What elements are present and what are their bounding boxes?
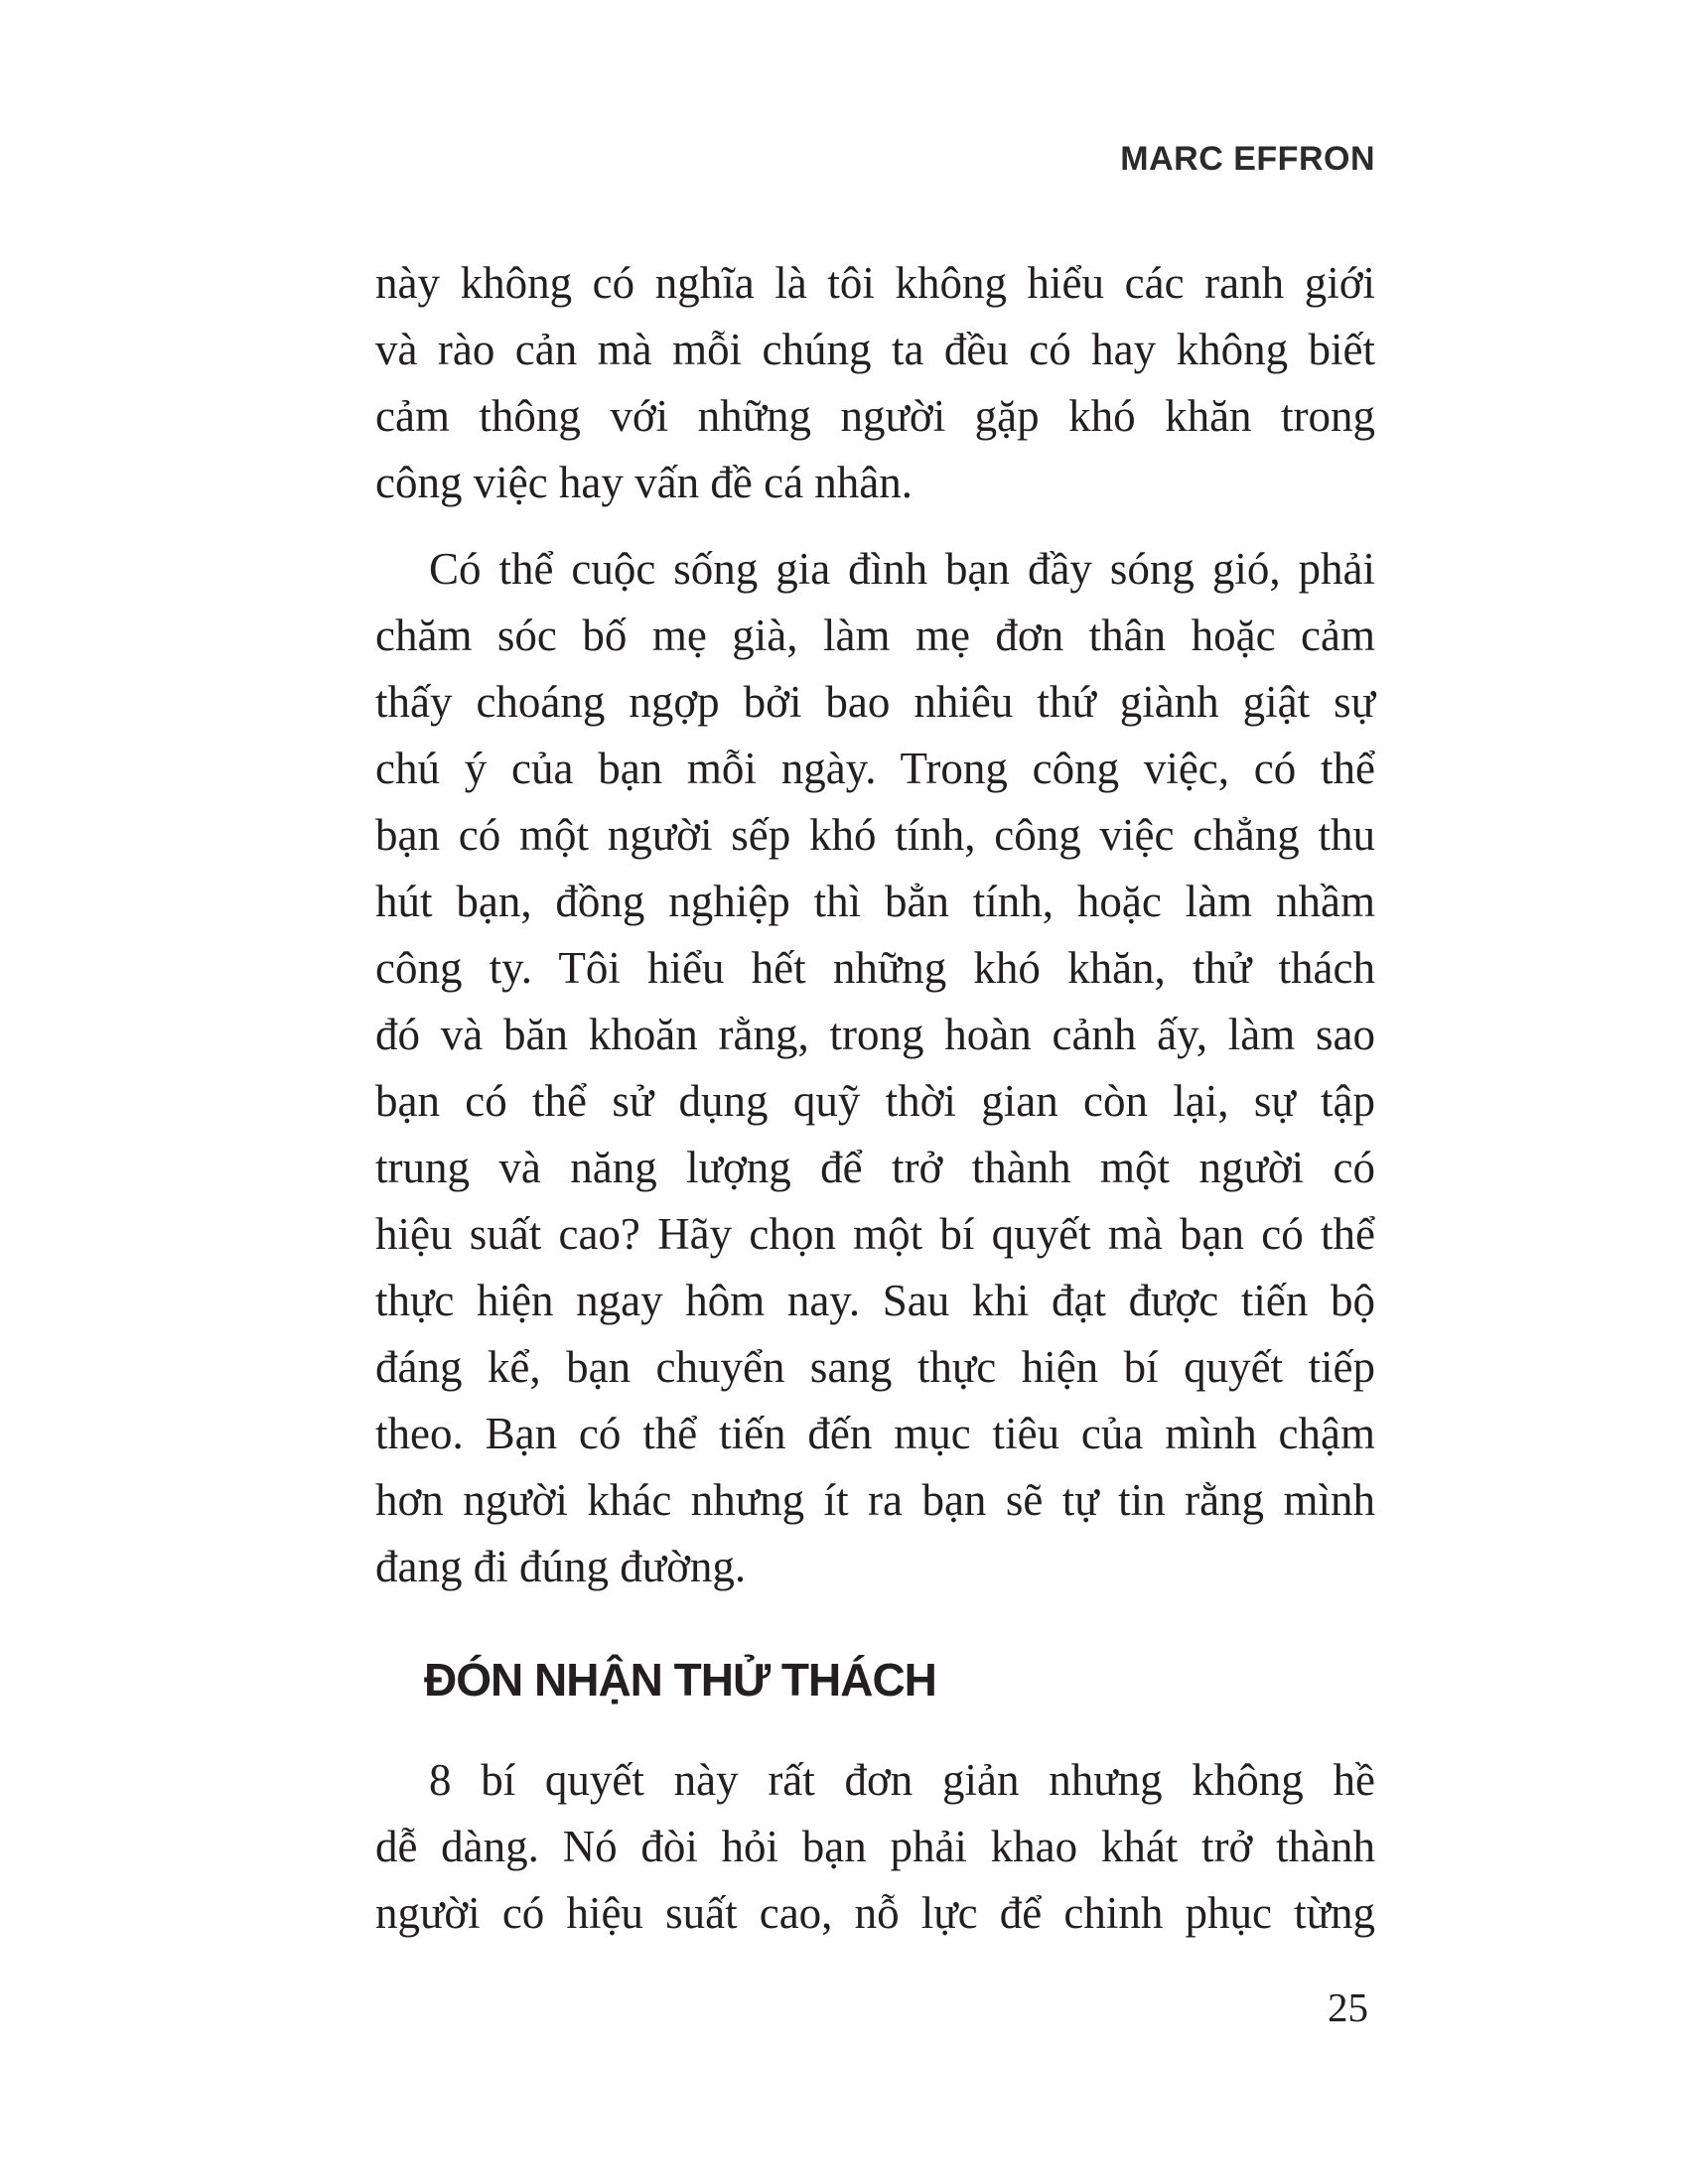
section-heading: ĐÓN NHẬN THỬ THÁCH [424,1654,936,1706]
text-line: người có hiệu suất cao, nỗ lực để chinh phục từng [375,1888,1375,1938]
text-line: Có thể cuộc sống gia đình bạn đầy sóng gió, phải [429,544,1375,594]
text-line: theo. Bạn có thể tiến đến mục tiêu của mình chậm [375,1409,1375,1458]
text-line: cảm thông với những người gặp khó khăn trong [375,391,1375,441]
page-number: 25 [1328,1984,1368,2030]
text-line: đó và băn khoăn rằng, trong hoàn cảnh ấy, làm sao [375,1010,1375,1059]
text-line: và rào cản mà mỗi chúng ta đều có hay không biết [375,325,1375,374]
text-line: dễ dàng. Nó đòi hỏi bạn phải khao khát trở thành [375,1822,1375,1871]
text-line: công ty. Tôi hiểu hết những khó khăn, thử thách [375,943,1375,993]
text-line: bạn có một người sếp khó tính, công việc chẳng thu [375,810,1375,860]
text-line: hút bạn, đồng nghiệp thì bẳn tính, hoặc làm nhầm [375,877,1375,926]
paragraph [375,536,1375,1600]
paragraph [375,1747,1375,1947]
paragraph [375,250,1375,516]
text-line: chú ý của bạn mỗi ngày. Trong công việc, có thể [375,744,1375,793]
text-line: thấy choáng ngợp bởi bao nhiêu thứ giành giật sự [375,677,1375,727]
text-line: đáng kể, bạn chuyển sang thực hiện bí quyết tiếp [375,1342,1375,1392]
text-line: hơn người khác nhưng ít ra bạn sẽ tự tin rằng mình [375,1475,1375,1525]
text-line: 8 bí quyết này rất đơn giản nhưng không hề [429,1755,1375,1805]
text-line: công việc hay vấn đề cá nhân. [375,458,914,507]
text-line: bạn có thể sử dụng quỹ thời gian còn lại, sự tập [375,1076,1375,1126]
running-header: MARC EFFRON [1120,140,1375,178]
text-block [375,250,1375,1947]
text-line: hiệu suất cao? Hãy chọn một bí quyết mà bạn có thể [375,1209,1375,1259]
text-line: chăm sóc bố mẹ già, làm mẹ đơn thân hoặc cảm [375,611,1375,660]
text-line: này không có nghĩa là tôi không hiểu các ranh giới [375,258,1375,308]
text-line: trung và năng lượng để trở thành một người có [375,1143,1375,1192]
text-line: đang đi đúng đường. [375,1542,747,1591]
text-line: thực hiện ngay hôm nay. Sau khi đạt được tiến bộ [375,1276,1375,1325]
